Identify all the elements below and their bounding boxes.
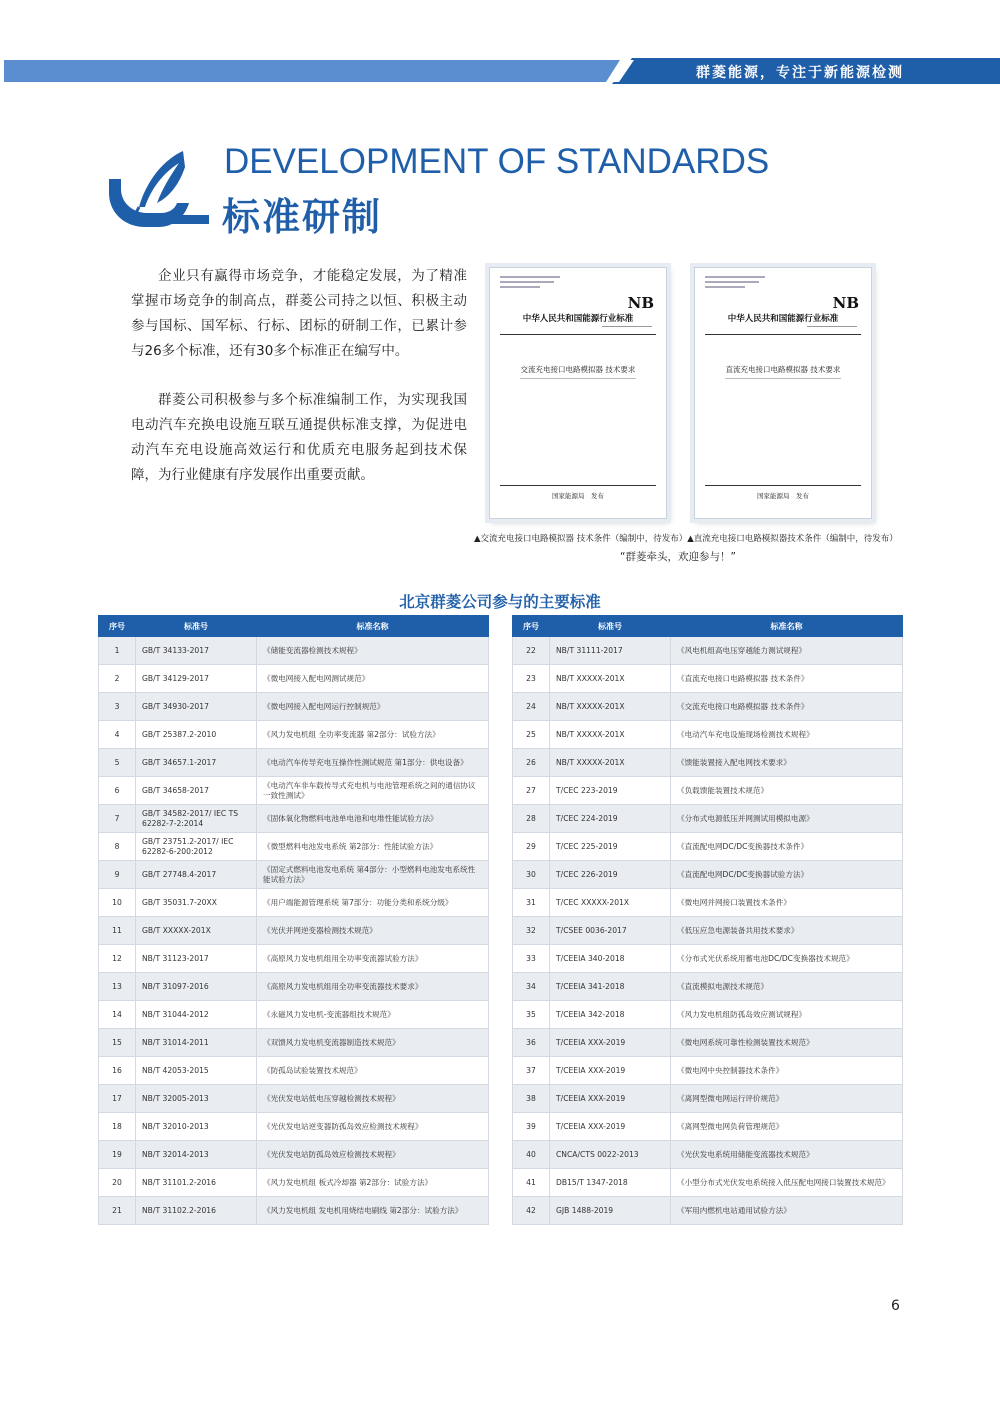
cell-code: NB/T 31102.2-2016 (136, 1197, 257, 1225)
intro-paragraph-1: 企业只有赢得市场竞争，才能稳定发展，为了精准掌握市场竞争的制高点，群菱公司持之以恒、积极主动参与国标、国军标、行标、团标的研制工作，已累计参与26多个标准，还有30多个标准正在编写中。 (131, 268, 467, 359)
cell-no: 27 (513, 777, 550, 805)
cell-name: 《高原风力发电机组用全功率变流器试验方法》 (257, 945, 489, 973)
header-name: 标准名称 (257, 616, 489, 637)
table-row (513, 945, 903, 973)
cell-code: NB/T 31097-2016 (136, 973, 257, 1001)
cell-name: 《用户端能源管理系统 第7部分：功能分类和系统分级》 (257, 889, 489, 917)
table-row (99, 1113, 489, 1141)
cell-name: 《固定式燃料电池发电系统 第4部分：小型燃料电池发电系统性能试验方法》 (257, 861, 489, 889)
cell-code: GB/T 23751.2-2017/ IEC 62282-6-200:2012 (136, 833, 257, 861)
table-row (513, 749, 903, 777)
cell-no: 34 (513, 973, 550, 1001)
cell-code: NB/T 31111-2017 (550, 637, 671, 665)
header-code: 标准号 (550, 616, 671, 637)
cell-name: 《微电网接入配电网运行控制规范》 (257, 693, 489, 721)
cell-no: 1 (99, 637, 136, 665)
cell-name: 《交流充电接口电路模拟器 技术条件》 (671, 693, 903, 721)
table-row (99, 1197, 489, 1225)
cell-code: NB/T 32014-2013 (136, 1141, 257, 1169)
table-row (99, 861, 489, 889)
cell-name: 《光伏并网逆变器检测技术规范》 (257, 917, 489, 945)
cell-no: 28 (513, 805, 550, 833)
cell-no: 14 (99, 1001, 136, 1029)
cell-code: NB/T XXXXX-201X (550, 721, 671, 749)
doc-footer: 国家能源局 发布 (757, 492, 809, 500)
table-row (99, 973, 489, 1001)
cell-code: NB/T 32010-2013 (136, 1113, 257, 1141)
table-row (513, 1113, 903, 1141)
cell-name: 《分布式光伏系统用蓄电池DC/DC变换器技术规范》 (671, 945, 903, 973)
cell-no: 5 (99, 749, 136, 777)
cell-code: GB/T 34133-2017 (136, 637, 257, 665)
cell-name: 《直流模拟电源技术规范》 (671, 973, 903, 1001)
standard-doc-ac (489, 267, 667, 519)
cell-code: T/CEEIA XXX-2019 (550, 1029, 671, 1057)
cell-name: 《微电网接入配电网测试规范》 (257, 665, 489, 693)
table-row (513, 1029, 903, 1057)
table-row (513, 805, 903, 833)
cell-no: 11 (99, 917, 136, 945)
cell-name: 《馈能装置接入配电网技术要求》 (671, 749, 903, 777)
cell-code: GB/T XXXXX-201X (136, 917, 257, 945)
cell-no: 12 (99, 945, 136, 973)
title-cn: 标准研制 (222, 195, 383, 239)
header-name: 标准名称 (671, 616, 903, 637)
table-row (99, 805, 489, 833)
table-row (99, 889, 489, 917)
table-row (99, 1029, 489, 1057)
intro-text (131, 264, 467, 488)
table-row (513, 693, 903, 721)
header-no: 序号 (513, 616, 550, 637)
cell-no: 7 (99, 805, 136, 833)
doc-code: NB (832, 294, 859, 312)
table-row (513, 1085, 903, 1113)
cell-no: 3 (99, 693, 136, 721)
cell-name: 《微电网并网接口装置技术条件》 (671, 889, 903, 917)
cell-code: T/CEEIA XXX-2019 (550, 1113, 671, 1141)
cell-code: GB/T 25387.2-2010 (136, 721, 257, 749)
cell-code: NB/T 31014-2011 (136, 1029, 257, 1057)
table-row (513, 833, 903, 861)
table-row (99, 777, 489, 805)
cell-no: 17 (99, 1085, 136, 1113)
doc-footer: 国家能源局 发布 (552, 492, 604, 500)
cell-name: 《风力发电机组 板式冷却器 第2部分：试验方法》 (257, 1169, 489, 1197)
cell-code: GB/T 27748.4-2017 (136, 861, 257, 889)
standard-doc-dc (694, 267, 872, 519)
quill-inkwell-icon (105, 145, 215, 235)
table-row (99, 665, 489, 693)
cell-no: 16 (99, 1057, 136, 1085)
cell-code: GB/T 34657.1-2017 (136, 749, 257, 777)
doc-org: 中华人民共和国能源行业标准 (727, 314, 839, 324)
cell-no: 20 (99, 1169, 136, 1197)
cell-name: 《直流充电接口电路模拟器 技术条件》 (671, 665, 903, 693)
cell-code: GB/T 34129-2017 (136, 665, 257, 693)
table-row (513, 777, 903, 805)
table-row (513, 1001, 903, 1029)
cell-name: 《微电网中央控制器技术条件》 (671, 1057, 903, 1085)
cell-code: T/CEEIA 340-2018 (550, 945, 671, 973)
cell-name: 《光伏发电站防孤岛效应检测技术规程》 (257, 1141, 489, 1169)
cell-code: NB/T XXXXX-201X (550, 693, 671, 721)
cell-name: 《风力发电机组防孤岛效应测试规程》 (671, 1001, 903, 1029)
cell-code: T/CEEIA 341-2018 (550, 973, 671, 1001)
cell-name: 《光伏发电站低电压穿越检测技术规程》 (257, 1085, 489, 1113)
cell-name: 《高原风力发电机组用全功率变流器技术要求》 (257, 973, 489, 1001)
table-row (513, 1057, 903, 1085)
cell-name: 《防孤岛试验装置技术规范》 (257, 1057, 489, 1085)
cell-no: 29 (513, 833, 550, 861)
table-body-right (513, 637, 903, 1225)
table-title: 北京群菱公司参与的主要标准 (399, 593, 601, 611)
cell-no: 25 (513, 721, 550, 749)
cell-no: 2 (99, 665, 136, 693)
cell-no: 24 (513, 693, 550, 721)
cell-no: 26 (513, 749, 550, 777)
cell-name: 《离网型微电网运行评价规范》 (671, 1085, 903, 1113)
table-row (99, 749, 489, 777)
table-row (513, 1141, 903, 1169)
cell-code: NB/T 31044-2012 (136, 1001, 257, 1029)
cell-name: 《电动汽车充电设施现场检测技术规程》 (671, 721, 903, 749)
header-slogan: 群菱能源，专注于新能源检测 (696, 65, 904, 81)
cell-code: T/CEC XXXXX-201X (550, 889, 671, 917)
cell-name: 《风力发电机组 发电机用烧结电刷线 第2部分：试验方法》 (257, 1197, 489, 1225)
cell-no: 42 (513, 1197, 550, 1225)
table-row (99, 1085, 489, 1113)
cell-code: T/CEEIA XXX-2019 (550, 1085, 671, 1113)
cell-no: 13 (99, 973, 136, 1001)
cell-name: 《低压应急电源装备共用技术要求》 (671, 917, 903, 945)
doc-title: 交流充电接口电路模拟器 技术要求 (520, 365, 636, 374)
table-row (513, 665, 903, 693)
cell-name: 《直流配电网DC/DC变换器技术条件》 (671, 833, 903, 861)
cell-no: 41 (513, 1169, 550, 1197)
header-code: 标准号 (136, 616, 257, 637)
table-row (99, 693, 489, 721)
cell-name: 《双馈风力发电机变流器制造技术规范》 (257, 1029, 489, 1057)
cell-no: 8 (99, 833, 136, 861)
cell-no: 40 (513, 1141, 550, 1169)
cell-no: 6 (99, 777, 136, 805)
table-row (513, 973, 903, 1001)
table-row (513, 861, 903, 889)
doc-org: 中华人民共和国能源行业标准 (522, 314, 634, 324)
cell-name: 《负载馈能装置技术规范》 (671, 777, 903, 805)
cell-no: 39 (513, 1113, 550, 1141)
table-row (99, 917, 489, 945)
cell-no: 9 (99, 861, 136, 889)
table-row (513, 1169, 903, 1197)
cell-code: T/CEC 225-2019 (550, 833, 671, 861)
intro-paragraph-2: 群菱公司积极参与多个标准编制工作，为实现我国电动汽车充换电设施互联互通提供标准支撑，为促进电动汽车充电设施高效运行和优质充电服务起到技术保障，为行业健康有序发展作出重要贡献。 (131, 392, 467, 483)
table-row (99, 945, 489, 973)
cell-name: 《风力发电机组 全功率变流器 第2部分：试验方法》 (257, 721, 489, 749)
cell-no: 38 (513, 1085, 550, 1113)
cell-code: NB/T 32005-2013 (136, 1085, 257, 1113)
cell-no: 32 (513, 917, 550, 945)
cell-name: 《电动汽车非车载传导式充电机与电池管理系统之间的通信协议一致性测试》 (257, 777, 489, 805)
cell-no: 15 (99, 1029, 136, 1057)
cell-code: NB/T XXXXX-201X (550, 749, 671, 777)
cell-code: NB/T 31101.2-2016 (136, 1169, 257, 1197)
cell-no: 36 (513, 1029, 550, 1057)
table-row (513, 889, 903, 917)
cell-no: 35 (513, 1001, 550, 1029)
cell-no: 23 (513, 665, 550, 693)
doc-quote: “群菱牵头，欢迎参与！” (620, 551, 736, 563)
cell-name: 《军用内燃机电站通用试验方法》 (671, 1197, 903, 1225)
cell-name: 《固体氧化物燃料电池单电池和电堆性能试验方法》 (257, 805, 489, 833)
cell-no: 21 (99, 1197, 136, 1225)
cell-name: 《小型分布式光伏发电系统接入低压配电网接口装置技术规范》 (671, 1169, 903, 1197)
doc-caption: ▲交流充电接口电路模拟器 技术条件（编制中，待发布）▲直流充电接口电路模拟器技术条件（编制中，待发布） (474, 534, 898, 544)
cell-no: 33 (513, 945, 550, 973)
cell-no: 37 (513, 1057, 550, 1085)
table-row (99, 637, 489, 665)
cell-code: GB/T 34658-2017 (136, 777, 257, 805)
table-row (513, 917, 903, 945)
cell-code: DB15/T 1347-2018 (550, 1169, 671, 1197)
cell-no: 31 (513, 889, 550, 917)
cell-code: T/CEC 226-2019 (550, 861, 671, 889)
cell-code: T/CSEE 0036-2017 (550, 917, 671, 945)
cell-name: 《永磁风力发电机-变流器组技术规范》 (257, 1001, 489, 1029)
cell-code: NB/T XXXXX-201X (550, 665, 671, 693)
cell-code: GJB 1488-2019 (550, 1197, 671, 1225)
cell-name: 《风电机组高电压穿越能力测试规程》 (671, 637, 903, 665)
table-row (99, 833, 489, 861)
cell-code: GB/T 34582-2017/ IEC TS 62282-7-2:2014 (136, 805, 257, 833)
cell-code: CNCA/CTS 0022-2013 (550, 1141, 671, 1169)
cell-name: 《分布式电源低压并网测试用模拟电源》 (671, 805, 903, 833)
cell-name: 《直流配电网DC/DC变换器试验方法》 (671, 861, 903, 889)
table-row (513, 637, 903, 665)
table-row (99, 1141, 489, 1169)
standards-table-right (512, 615, 903, 1225)
cell-name: 《离网型微电网负荷管理规范》 (671, 1113, 903, 1141)
page-number: 6 (891, 1298, 900, 1314)
table-body-left (99, 637, 489, 1225)
cell-code: GB/T 35031.7-20XX (136, 889, 257, 917)
doc-code: NB (627, 294, 654, 312)
cell-code: T/CEC 224-2019 (550, 805, 671, 833)
table-row (513, 1197, 903, 1225)
cell-name: 《光伏发电站逆变器防孤岛效应检测技术规程》 (257, 1113, 489, 1141)
title-en: DEVELOPMENT OF STANDARDS (224, 142, 770, 181)
doc-title: 直流充电接口电路模拟器 技术要求 (725, 365, 841, 374)
cell-name: 《电动汽车传导充电互操作性测试规范 第1部分：供电设备》 (257, 749, 489, 777)
cell-name: 《微电网系统可靠性检测装置技术规范》 (671, 1029, 903, 1057)
table-row (99, 1057, 489, 1085)
cell-code: NB/T 31123-2017 (136, 945, 257, 973)
cell-name: 《储能变流器检测技术规程》 (257, 637, 489, 665)
table-row (99, 721, 489, 749)
cell-code: T/CEC 223-2019 (550, 777, 671, 805)
standards-table-left (98, 615, 489, 1225)
cell-code: NB/T 42053-2015 (136, 1057, 257, 1085)
cell-no: 4 (99, 721, 136, 749)
cell-no: 10 (99, 889, 136, 917)
cell-no: 19 (99, 1141, 136, 1169)
cell-code: GB/T 34930-2017 (136, 693, 257, 721)
cell-no: 18 (99, 1113, 136, 1141)
table-row (513, 721, 903, 749)
table-row (99, 1001, 489, 1029)
header-no: 序号 (99, 616, 136, 637)
cell-code: T/CEEIA 342-2018 (550, 1001, 671, 1029)
cell-name: 《微型燃料电池发电系统 第2部分：性能试验方法》 (257, 833, 489, 861)
table-row (99, 1169, 489, 1197)
cell-no: 30 (513, 861, 550, 889)
cell-name: 《光伏发电系统用储能变流器技术规范》 (671, 1141, 903, 1169)
cell-no: 22 (513, 637, 550, 665)
cell-code: T/CEEIA XXX-2019 (550, 1057, 671, 1085)
